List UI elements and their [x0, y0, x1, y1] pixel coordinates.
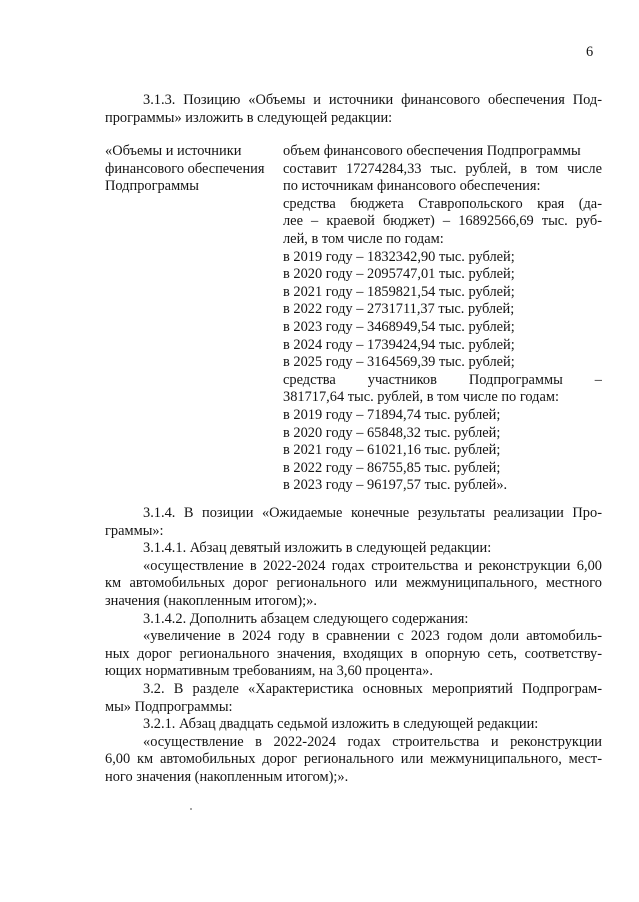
text-line: ного значения (накопленным итогом);».	[105, 768, 349, 785]
table-value-line: в 2020 году – 65848,32 тыс. рублей;	[283, 424, 501, 441]
text-line: программы» изложить в следующей редакции:	[105, 109, 393, 126]
table-value-column	[283, 143, 602, 495]
text-line: «увеличение в 2024 году в сравнении с 2023 годом доли автомобиль-	[143, 628, 602, 645]
table-value-line: в 2021 году – 61021,16 тыс. рублей;	[283, 442, 501, 459]
table-value-line: средства бюджета Ставропольского края (да-	[283, 195, 602, 212]
table-label-line: финансового обеспечения	[105, 160, 265, 177]
text-line: ных дорог регионального значения, входящих в опорную сеть, соответству-	[105, 645, 602, 662]
text-line: 3.1.4.1. Абзац девятый изложить в следующей редакции:	[143, 540, 492, 557]
page-number: 6	[586, 44, 594, 60]
text-line: 6,00 км автомобильных дорог регионального или межмуниципального, мест-	[105, 751, 602, 768]
text-line: км автомобильных дорог регионального или межмуниципального, местного	[105, 575, 602, 592]
text-line: «осуществление в 2022-2024 годах строительства и реконструкции 6,00	[143, 557, 602, 574]
table-value-line: объем финансового обеспечения Подпрограммы	[283, 143, 581, 159]
table-value-line: в 2019 году – 1832342,90 тыс. рублей;	[283, 248, 515, 265]
table-value-line: в 2022 году – 2731711,37 тыс. рублей;	[283, 301, 515, 318]
table-value-line: в 2023 году – 3468949,54 тыс. рублей;	[283, 318, 515, 335]
scan-speck	[190, 808, 192, 810]
table-value-line: в 2023 году – 96197,57 тыс. рублей».	[283, 477, 508, 494]
table-label-column	[105, 143, 280, 196]
text-line: значения (накопленным итогом);».	[105, 592, 317, 609]
table-value-line: в 2021 году – 1859821,54 тыс. рублей;	[283, 283, 515, 300]
table-value-line: лее – краевой бюджет) – 16892566,69 тыс. руб-	[283, 213, 602, 230]
text-line: 3.1.3. Позицию «Объемы и источники финансового обеспечения Под-	[143, 92, 602, 108]
table-value-line: по источникам финансового обеспечения:	[283, 178, 541, 195]
text-line: «осуществление в 2022-2024 годах строительства и реконструкции	[143, 733, 602, 750]
table-value-line: в 2022 году – 86755,85 тыс. рублей;	[283, 459, 501, 476]
table-value-line: составит 17274284,33 тыс. рублей, в том числе	[283, 160, 602, 177]
table-value-line: лей, в том числе по годам:	[283, 230, 444, 247]
text-line: 3.2. В разделе «Характеристика основных мероприятий Подпрограм-	[143, 680, 602, 697]
table-label-line: «Объемы и источники	[105, 143, 242, 159]
body-text	[105, 505, 602, 787]
table-value-line: средства участников Подпрограммы –	[283, 371, 602, 388]
intro-paragraph	[105, 92, 602, 127]
table-value-line: в 2020 году – 2095747,01 тыс. рублей;	[283, 266, 515, 283]
table-value-line: в 2025 году – 3164569,39 тыс. рублей;	[283, 354, 515, 371]
table-value-line: 381717,64 тыс. рублей, в том числе по годам:	[283, 389, 559, 406]
table-value-line: в 2024 году – 1739424,94 тыс. рублей;	[283, 336, 515, 353]
text-line: 3.1.4. В позиции «Ожидаемые конечные результаты реализации Про-	[143, 505, 602, 521]
text-line: граммы»:	[105, 522, 164, 539]
text-line: мы» Подпрограммы:	[105, 698, 233, 715]
table-value-line: в 2019 году – 71894,74 тыс. рублей;	[283, 406, 501, 423]
text-line: ющих нормативным требованиям, на 3,60 процента».	[105, 663, 433, 680]
table-label-line: Подпрограммы	[105, 178, 199, 195]
text-line: 3.1.4.2. Дополнить абзацем следующего содержания:	[143, 610, 469, 627]
text-line: 3.2.1. Абзац двадцать седьмой изложить в следующей редакции:	[143, 716, 539, 733]
